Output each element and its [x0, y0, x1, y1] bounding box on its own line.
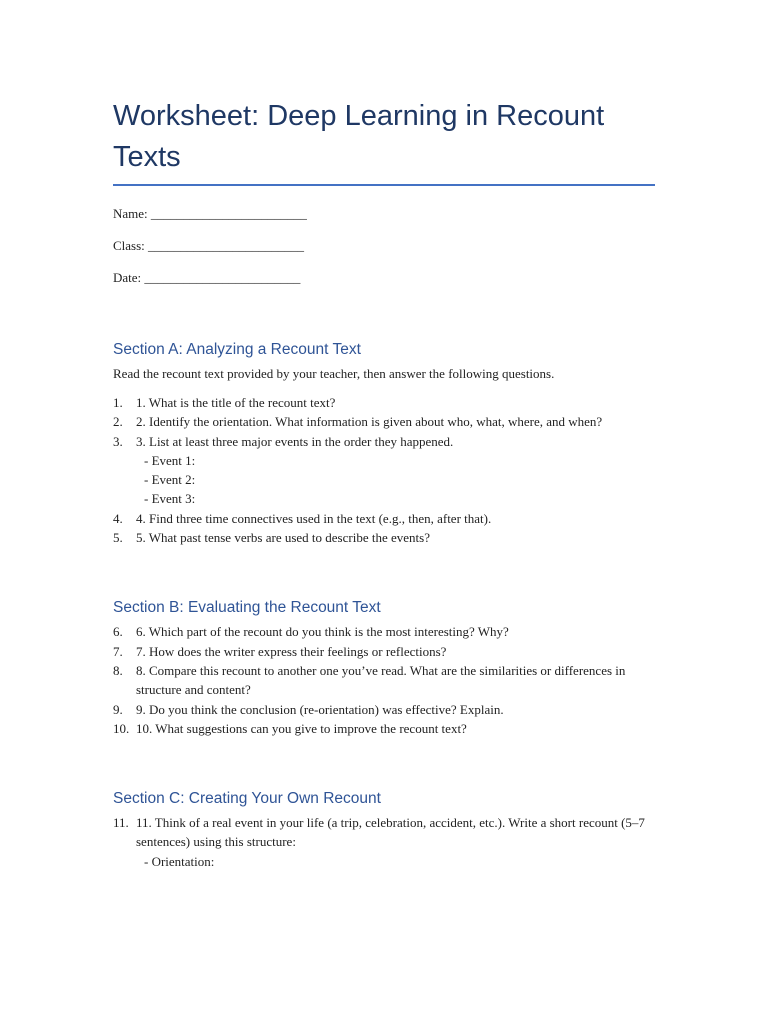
question-number: 6.: [113, 624, 123, 640]
question-number: 2.: [113, 414, 123, 430]
structure-line: - Orientation:: [144, 853, 215, 869]
question-text: 6. Which part of the recount do you think is the most interesting? Why?: [136, 624, 509, 640]
question-text: 1. What is the title of the recount text?: [136, 395, 336, 410]
question-number: 4.: [113, 510, 123, 526]
question-number: 7.: [113, 643, 123, 659]
question-text: 2. Identify the orientation. What information is given about who, what, where, and when?: [136, 414, 603, 430]
section-b-questions: [113, 622, 655, 738]
section-c-heading: Section C: Creating Your Own Recount: [113, 790, 381, 808]
question-item: [113, 412, 655, 431]
question-item: [113, 642, 655, 661]
section-b: [113, 598, 655, 738]
section-c-questions: [113, 813, 655, 871]
question-item: [113, 528, 655, 547]
question-text: 8. Compare this recount to another one you’ve read. What are the similarities or differences in structure and content?: [136, 662, 626, 698]
question-number: 1.: [113, 395, 123, 410]
class-field: Class: ________________________: [113, 238, 305, 253]
question-number: 3.: [113, 433, 123, 449]
question-text: 10. What suggestions can you give to improve the recount text?: [136, 720, 467, 736]
question-item: [113, 700, 655, 719]
section-a-heading: Section A: Analyzing a Recount Text: [113, 341, 361, 358]
event-line: - Event 2:: [144, 472, 196, 488]
question-text: 4. Find three time connectives used in the text (e.g., then, after that).: [136, 510, 492, 526]
question-item: [113, 432, 655, 509]
question-item: [113, 622, 655, 641]
question-text: 7. How does the writer express their feelings or reflections?: [136, 643, 447, 659]
question-item: [113, 813, 655, 871]
event-line: - Event 3:: [144, 491, 196, 507]
question-text: 5. What past tense verbs are used to describe the events?: [136, 530, 430, 546]
question-text: 3. List at least three major events in the order they happened.: [136, 433, 454, 449]
name-field: Name: ________________________: [113, 206, 307, 221]
question-item: [113, 509, 655, 528]
worksheet-page: [113, 96, 655, 871]
question-number: 5.: [113, 530, 123, 546]
question-number: 11.: [113, 815, 129, 831]
title-underline: [113, 184, 655, 186]
section-a-questions: [113, 393, 655, 547]
section-c: [113, 789, 655, 871]
section-a: [113, 340, 655, 547]
question-item: [113, 393, 655, 412]
question-text: 11. Think of a real event in your life (a trip, celebration, accident, etc.). Write a short recount (5–7 sentences) using this structure:: [136, 815, 645, 850]
question-number: 9.: [113, 701, 123, 717]
student-info-fields: [113, 206, 655, 286]
question-text: 9. Do you think the conclusion (re-orientation) was effective? Explain.: [136, 701, 504, 717]
question-number: 8.: [113, 662, 123, 678]
question-number: 10.: [113, 720, 130, 736]
page-title: Worksheet: Deep Learning in Recount Texts: [113, 100, 605, 173]
date-field: Date: ________________________: [113, 270, 301, 285]
section-b-heading: Section B: Evaluating the Recount Text: [113, 599, 381, 617]
event-line: - Event 1:: [144, 452, 196, 468]
question-item: [113, 719, 655, 738]
question-item: [113, 661, 655, 700]
section-a-intro: Read the recount text provided by your teacher, then answer the following questions.: [113, 366, 555, 381]
